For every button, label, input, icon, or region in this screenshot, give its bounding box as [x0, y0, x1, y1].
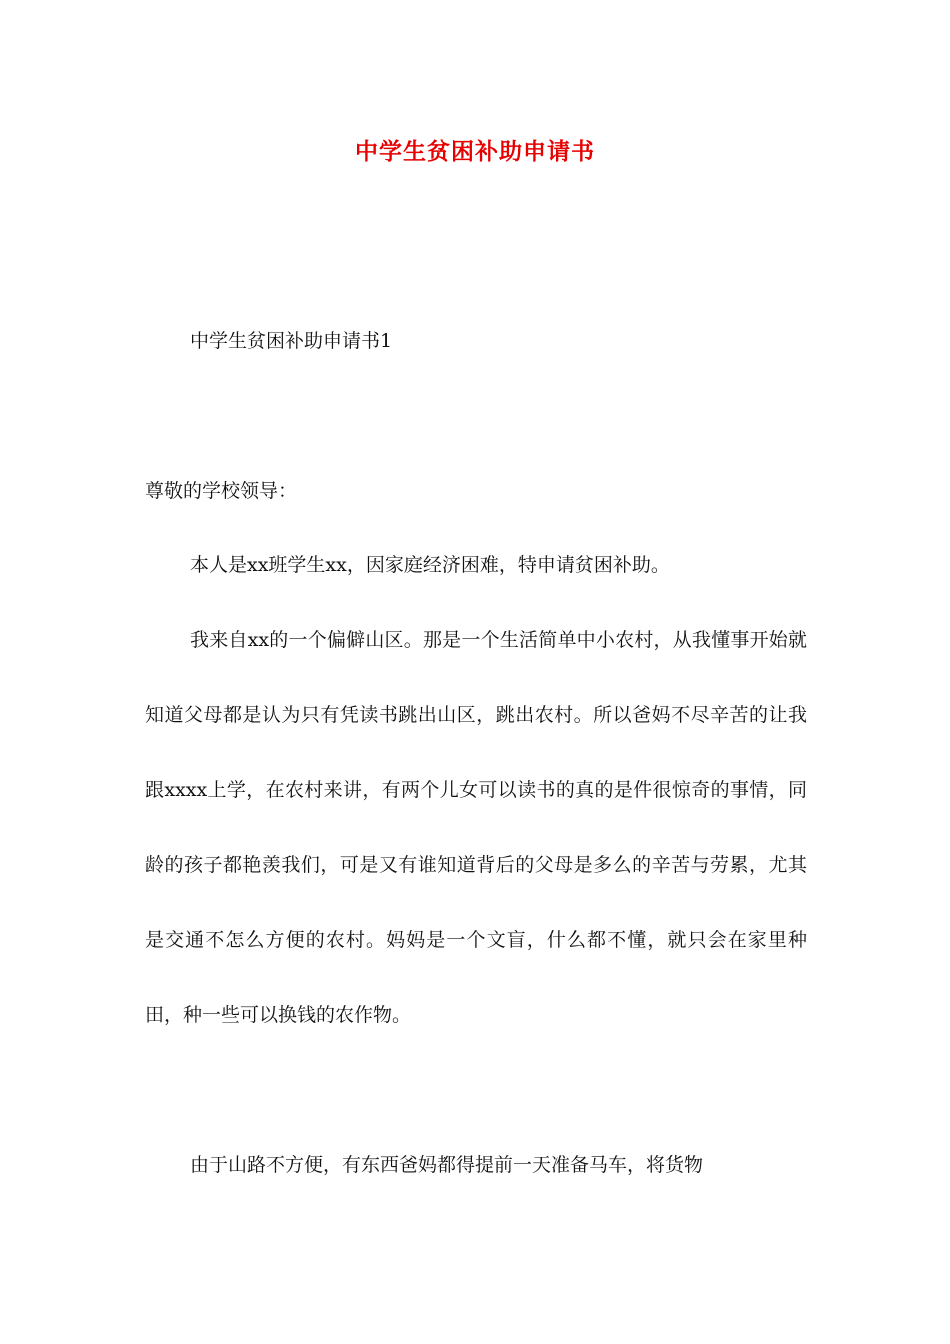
paragraph-2: 我来自xx的一个偏僻山区。那是一个生活简单中小农村，从我懂事开始就知道父母都是认为只有凭读书跳出山区，跳出农村。所以爸妈不尽辛苦的让我跟xxxx上学，在农村来讲，有两个儿女可以读书的真的是件很惊奇的事情，同龄的孩子都艳羡我们，可是又有谁知道背后的父母是多么的辛苦与劳累，尤其是交通不怎么方便的农村。妈妈是一个文盲，什么都不懂，就只会在家里种田，种一些可以换钱的农作物。	[145, 629, 807, 1026]
document-title: 中学生贫困补助申请书	[355, 139, 595, 165]
paragraph-1: 本人是xx班学生xx，因家庭经济困难，特申请贫困补助。	[190, 554, 670, 576]
section-heading: 中学生贫困补助申请书1	[190, 330, 393, 352]
paragraph-3: 由于山路不方便，有东西爸妈都得提前一天准备马车，将货物	[190, 1154, 704, 1176]
salutation: 尊敬的学校领导：	[145, 480, 298, 502]
